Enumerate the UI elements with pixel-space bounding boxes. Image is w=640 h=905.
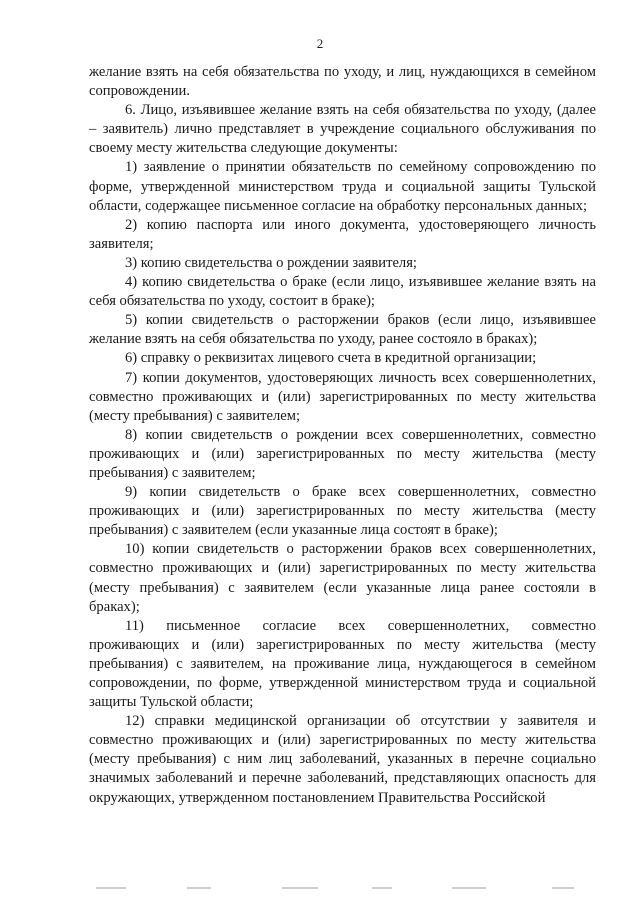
list-item-6: 6) справку о реквизитах лицевого счета в кредитной организации; <box>125 350 537 367</box>
list-item-5: 5) копии свидетельств о расторжении браков (если лицо, изъявившее желание взять на себя обязательства по уходу, ранее состояло в браках); <box>89 312 596 348</box>
list-item-9: 9) копии свидетельств о браке всех совершеннолетних, совместно проживающих и (или) зарегистрированных по месту жительства (месту пребывания) с заявителем (если указанные лица состоят в браке); <box>89 484 596 539</box>
list-item-8: 8) копии свидетельств о рождении всех совершеннолетних, совместно проживающих и (или) зарегистрированных по месту жительства (месту пребывания) с заявителем; <box>89 426 596 481</box>
list-item-3: 3) копию свидетельства о рождении заявителя; <box>125 254 417 271</box>
list-item-12: 12) справки медицинской организации об отсутствии у заявителя и совместно проживающих и (или) зарегистрированных по месту жительства (месту пребывания) с ним лиц заболеваний, указанных в перечне социально значимых заболеваний и перечне заболеваний, представляющих опасность для окружающих, утвержденном постановлением Правительства Российской <box>89 713 596 806</box>
list-item-11: 11) письменное согласие всех совершеннолетних, совместно проживающих и (или) зарегистрированных по месту жительства (месту пребывания) с заявителем, на проживание лица, нуждающегося в семейном сопровождении, по форме, утвержденной министерством труда и социальной защиты Тульской области; <box>89 617 596 711</box>
paragraph-item-6: 6. Лицо, изъявившее желание взять на себя обязательства по уходу, (далее – заявитель) лично представляет в учреждение социального обслуживания по своему месту жительства следующие документы: <box>89 102 596 157</box>
document-body <box>89 63 596 808</box>
scan-artifact-line <box>96 887 126 889</box>
page-number: 2 <box>316 36 324 51</box>
scan-artifact-line <box>372 887 392 889</box>
scan-artifact-line <box>552 887 574 889</box>
paragraph-continuation: желание взять на себя обязательства по уходу, и лиц, нуждающихся в семейном сопровождении. <box>89 64 596 100</box>
list-item-2: 2) копию паспорта или иного документа, удостоверяющего личность заявителя; <box>89 216 596 252</box>
list-item-1: 1) заявление о принятии обязательств по семейному сопровождению по форме, утвержденной министерством труда и социальной защиты Тульской области, содержащее письменное согласие на обработку персональных данных; <box>89 159 596 214</box>
scan-artifact-line <box>452 887 486 889</box>
list-item-10: 10) копии свидетельств о расторжении браков всех совершеннолетних, совместно проживающих и (или) зарегистрированных по месту жительства (месту пребывания) с заявителем (если указанные лица ранее состояли в браках); <box>89 541 596 615</box>
list-item-7: 7) копии документов, удостоверяющих личность всех совершеннолетних, совместно проживающих и (или) зарегистрированных по месту жительства (месту пребывания) с заявителем; <box>89 369 596 424</box>
scan-artifact-line <box>282 887 318 889</box>
list-item-4: 4) копию свидетельства о браке (если лицо, изъявившее желание взять на себя обязательства по уходу, состоит в браке); <box>89 274 596 310</box>
scan-artifact-line <box>187 887 211 889</box>
